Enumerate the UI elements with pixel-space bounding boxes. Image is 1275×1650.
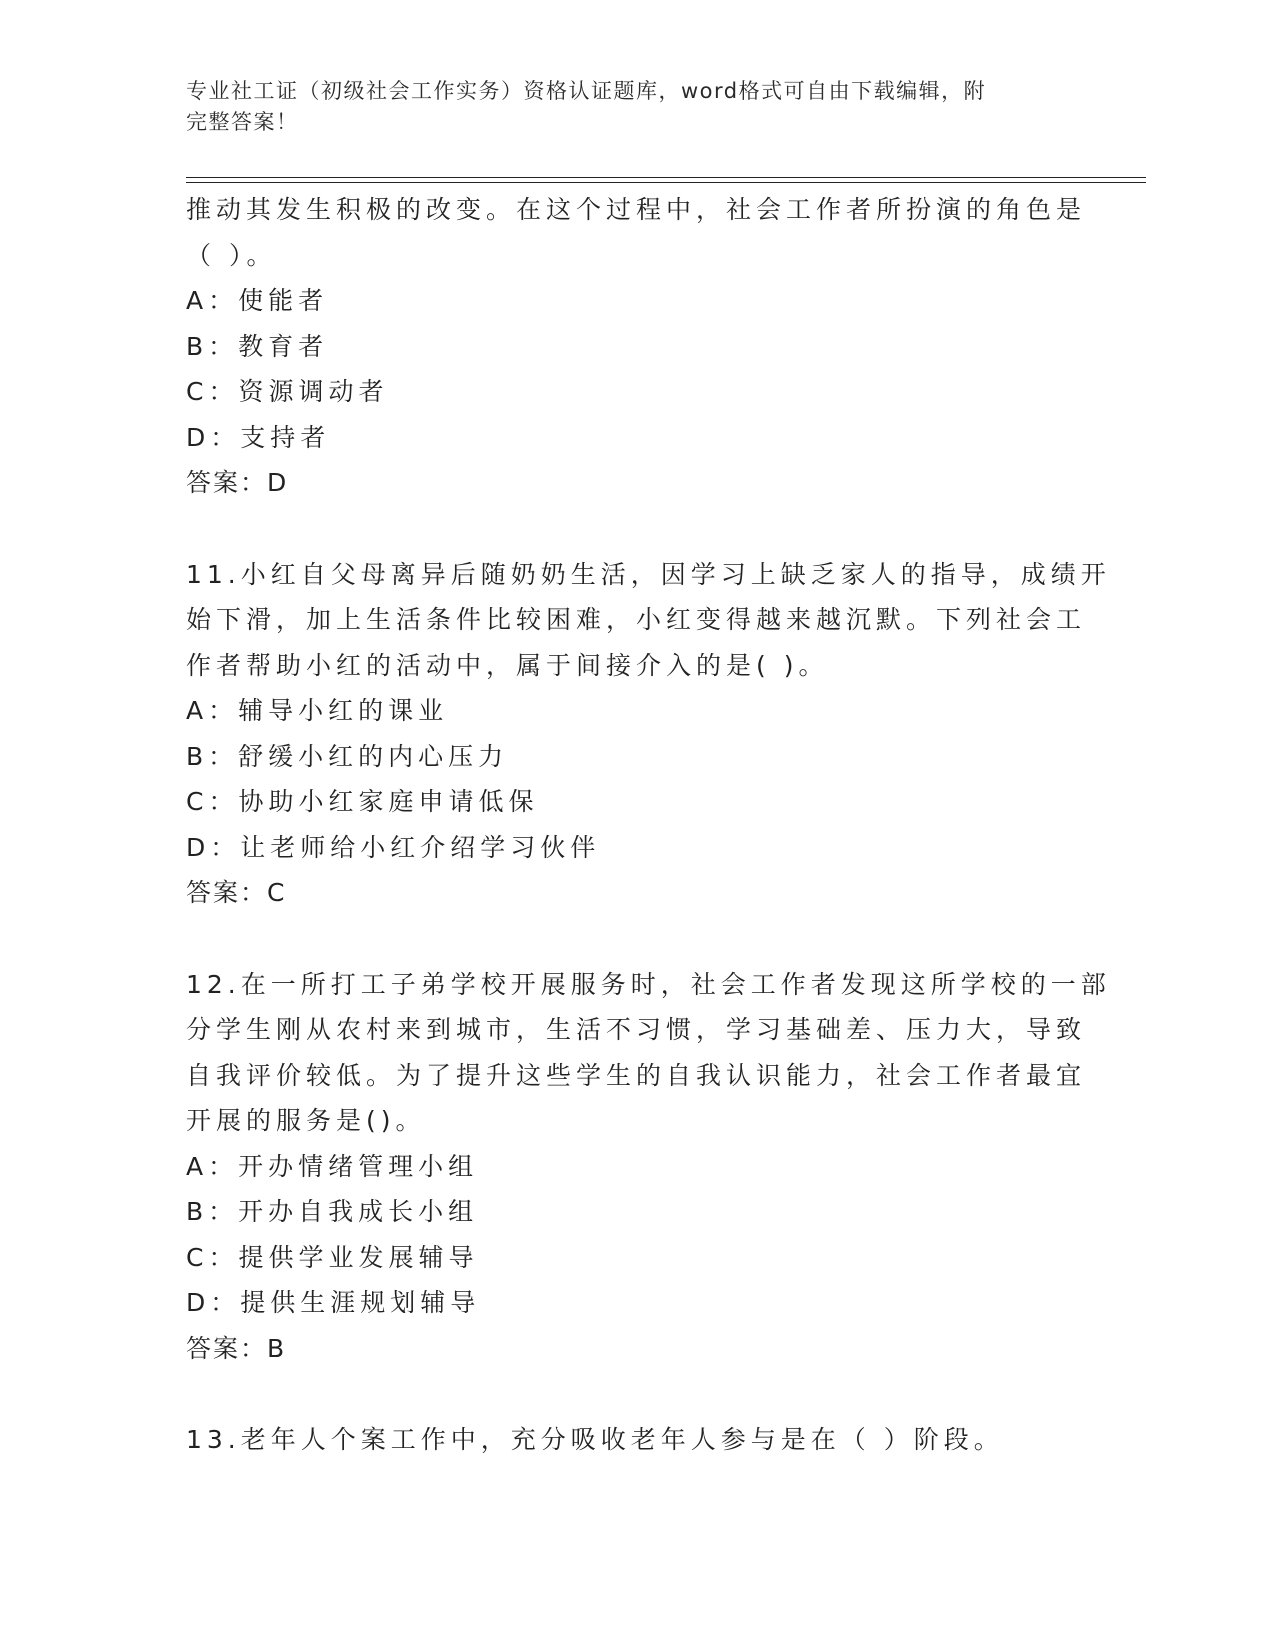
header-title-line-1: 专业社工证（初级社会工作实务）资格认证题库，word格式可自由下载编辑，附 [186, 79, 987, 103]
question-12 [186, 962, 1111, 1372]
spacer [186, 1371, 1066, 1417]
question-10-option-b: B：教育者 [186, 331, 329, 361]
question-11-stem-line-1: 11.小红自父母离异后随奶奶生活，因学习上缺乏家人的指导，成绩开 [186, 559, 1111, 589]
question-10-stem-line-1: 推动其发生积极的改变。在这个过程中，社会工作者所扮演的角色是 [186, 195, 1087, 224]
question-13 [186, 1417, 1066, 1463]
spacer [186, 506, 1066, 552]
spacer [186, 916, 1066, 962]
question-list [186, 187, 1111, 1463]
question-12-stem-line-4: 开展的服务是()。 [186, 1106, 426, 1135]
question-12-stem-line-3: 自我评价较低。为了提升这些学生的自我认识能力，社会工作者最宜 [186, 1060, 1087, 1090]
question-11-answer: 答案：C [186, 878, 287, 907]
question-13-stem-line-1: 13.老年人个案工作中，充分吸收老年人参与是在（ ）阶段。 [186, 1425, 1004, 1454]
header-divider-top [186, 177, 1146, 178]
question-12-stem-line-2: 分学生刚从农村来到城市，生活不习惯，学习基础差、压力大，导致 [186, 1015, 1087, 1044]
header-divider-bottom [186, 182, 1146, 183]
question-11-option-a: A：辅导小红的课业 [186, 696, 449, 725]
question-10-answer: 答案：D [186, 468, 289, 497]
question-10-stem-line-2: （ ）。 [186, 240, 277, 270]
question-10-option-c: C：资源调动者 [186, 377, 389, 406]
question-12-option-d: D：提供生涯规划辅导 [186, 1288, 481, 1317]
question-11-option-c: C：协助小红家庭申请低保 [186, 787, 539, 816]
question-11 [186, 552, 1111, 916]
question-11-stem-line-2: 始下滑，加上生活条件比较困难，小红变得越来越沉默。下列社会工 [186, 605, 1087, 634]
question-12-option-a: A：开办情绪管理小组 [186, 1151, 479, 1181]
question-10-option-a: A：使能者 [186, 286, 329, 315]
question-12-option-c: C：提供学业发展辅导 [186, 1242, 479, 1272]
question-12-stem-line-1: 12.在一所打工子弟学校开展服务时，社会工作者发现这所学校的一部 [186, 969, 1111, 999]
question-10 [186, 187, 1087, 506]
question-11-stem-line-3: 作者帮助小红的活动中，属于间接介入的是( )。 [186, 650, 829, 680]
header-title-line-2: 完整答案！ [186, 110, 299, 134]
document-header [186, 76, 1086, 138]
question-12-option-b: B：开办自我成长小组 [186, 1197, 479, 1226]
question-11-option-d: D：让老师给小红介绍学习伙伴 [186, 832, 601, 862]
question-12-answer: 答案：B [186, 1333, 287, 1363]
question-10-option-d: D：支持者 [186, 422, 331, 452]
question-11-option-b: B：舒缓小红的内心压力 [186, 741, 509, 771]
